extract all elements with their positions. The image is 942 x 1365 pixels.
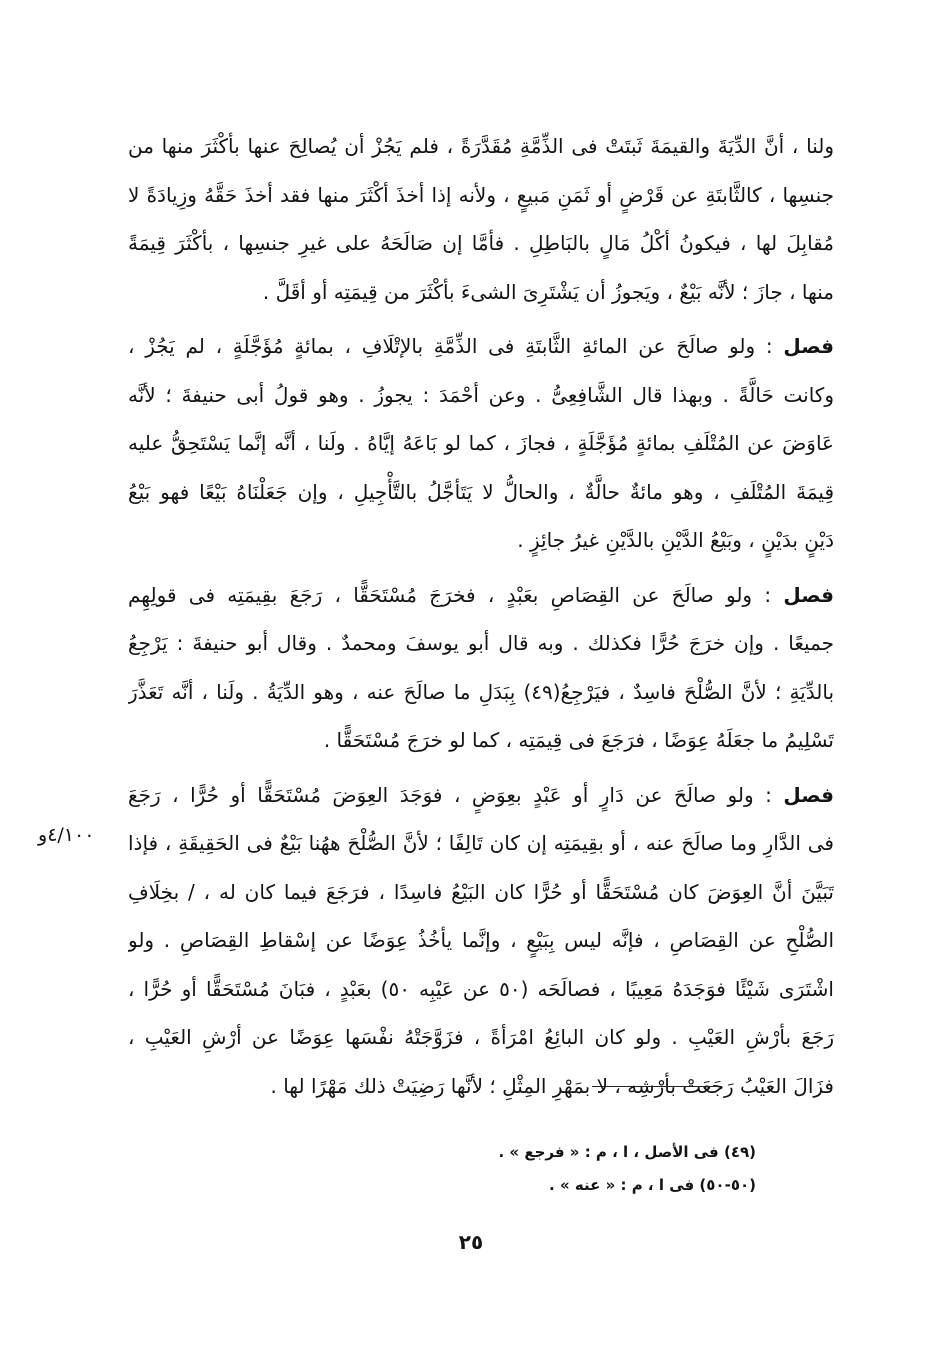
line-text: رَجَعَ بأرْشِ العَيْبِ . ولو كان البائِعُ امْرَأةً ، فزَوَّجَتْهُ نفْسَها عِوَضًا عن أرْشِ العَيْبِ ، [128,1025,834,1049]
line-text: : ولو صالَحَ عن المائةِ الثَّابتَةِ فى الذِّمَّةِ بالإتْلَافِ ، بمائةٍ مُؤَجَّلَةٍ ، لم يَجُزْ ، [128,334,784,358]
line-text: : ولو صالَحَ عن دَارٍ أو عَبْدٍ بعِوَضٍ ، فوَجَدَ العِوَضَ مُسْتَحَقًّا أو حُرًّا ، رَجَعَ [128,782,784,807]
line-text: دَيْنٍ بدَيْنٍ ، وبَيْعُ الدَّيْنِ بالدَّيْنِ غيرُ جائِزٍ . [517,528,834,552]
line-text: قِيمَةَ المُتْلَفِ ، وهو مائةٌ حالَّةٌ ، والحالُّ لا يَتَأجَّلُ بالتَّأْجِيلِ ، وإن جَعَلْنَاهُ بَيْعًا فهو بَيْعُ [128,479,834,504]
line-text: بالدِّيَةِ ؛ لأنَّ الصُّلْحَ فاسِدٌ ، فيَرْجِعُ(٤٩) بِبَدَلِ ما صالَحَ عنه ، وهو الدِّيَةُ . ولَنا ، أنَّه تَعَذَّرَ [128,679,834,704]
line-text: تَبَيَّنَ أنَّ العِوَضَ كان مُسْتَحَقًّا أو حُرًّا كان البَيْعُ فاسِدًا ، فرَجَعَ فيما كان له ، / بخِلَافِ [128,879,834,904]
section-heading: فصل [783,334,834,358]
margin-folio-note: ٤/١٠٠و [38,824,95,846]
line-text: منها ، جازَ ؛ لأنَّه بَيْعٌ ، ويَجوزُ أن يَشْتَرِىَ الشىءَ بأكْثَرَ من قِيمَتِه أو أقَلَّ . [262,279,834,304]
text-line [128,171,834,220]
line-text: الصُّلْحِ عن القِصَاصِ ، فإنَّه ليس بِبَيْعٍ ، وإنَّما يأخُذُ عِوَضًا عن إسْقاطِ القِصَاصِ . ولو [128,928,834,952]
line-text: اشْتَرَى شَيْئًا فوَجَدَهُ مَعِيبًا ، فصالَحَه (٥٠ عن عَيْبِه ٥٠) بعَبْدٍ ، فبَانَ مُسْتَحَقًّا أو حُرًّا ، [128,976,834,1001]
text-line [128,916,834,965]
text-line [128,1013,834,1062]
text-line [128,122,834,171]
footnotes [499,1136,756,1202]
text-line [128,468,834,517]
text-line [128,668,834,717]
line-text: مُقابِلَ لها ، فيكونُ أكْلُ مَالٍ بالبَاطِلِ . فأمَّا إن صَالَحَهُ على غيرِ جنسِها ، بأكْثَرَ قِيمَةً [128,231,834,255]
text-line [128,268,834,317]
footnote: (٥٠-٥٠) فى ا ، م : « عنه » . [549,1176,756,1194]
line-text: وكانت حَالَّةً . وبهذا قال الشَّافِعِىُّ . وعن أحْمَدَ : يجوزُ . وهو قولُ أبى حنيفةَ ؛ لأنَّه [128,382,834,407]
line-text: فى الدَّارِ وما صالَحَ عنه ، أو بقِيمَتِه إن كان تَالِفًا ؛ لأنَّ الصُّلْحَ ههُنا بَيْعٌ فى الحَقِيقَةِ ، فإذا [128,831,834,855]
line-text: عَاوَضَ عن المُتْلَفِ بمائةٍ مُؤَجَّلَةٍ ، فجازَ ، كما لو بَاعَهُ إيَّاهُ . ولَنا ، أنَّه إنَّما يَسْتَحِقُّ عليه [128,431,834,455]
text-line [128,516,834,565]
text-line [128,419,834,468]
line-text: جميعًا . وإن خرَجَ حُرًّا فكذلك . وبه قال أبو يوسفَ ومحمدٌ . وقال أبو حنيفةَ : يَرْجِعُ [128,631,834,655]
text-line [128,868,834,917]
footnote: (٤٩) فى الأصل ، ا ، م : « فرجع » . [498,1143,756,1161]
section-heading: فصل [783,782,834,807]
text-line [128,819,834,868]
line-text: تَسْلِيمُ ما جعَلَهُ عِوَضًا ، فرَجَعَ فى قِيمَتِه ، كما لو خرَجَ مُسْتَحَقًّا . [323,728,834,752]
text-line [128,619,834,668]
footnote-separator [592,1086,722,1087]
page-number: ٢٥ [458,1230,484,1254]
text-line [128,371,834,420]
section-heading: فصل [783,582,834,607]
line-text: جنسِها ، كالثَّابتَةِ عن قَرْضٍ أو ثَمَنِ مَبيعٍ ، ولأنه إذا أخذَ أكْثَرَ منها فقد أخذَ حَقَّهُ وزِيادَةً لا [128,182,834,207]
text-line [128,716,834,765]
text-line [128,322,834,371]
text-line [128,571,834,620]
line-text: فزَالَ العَيْبُ رَجَعَتْ بأرْشِه ، لا بمَهْرِ المِثْلِ ؛ لأنَّها رَضِيَتْ ذلك مَهْرًا لها . [270,1073,834,1098]
line-text: : ولو صالَحَ عن القِصَاصِ بعَبْدٍ ، فخرَجَ مُسْتَحَقًّا ، رَجَعَ بقِيمَتِه فى قولِهِم [128,582,784,607]
text-line [128,771,834,820]
text-line [128,1062,834,1111]
text-line [128,219,834,268]
main-text [128,122,834,1110]
text-line [128,965,834,1014]
line-text: ولنا ، أنَّ الدِّيَةَ والقيمَةَ ثَبتَتْ فى الذِّمَّةِ مُقَدَّرَةً ، فلم يَجُزْ أن يُصالِحَ عنها بأكْثَرَ منها من [128,134,834,158]
